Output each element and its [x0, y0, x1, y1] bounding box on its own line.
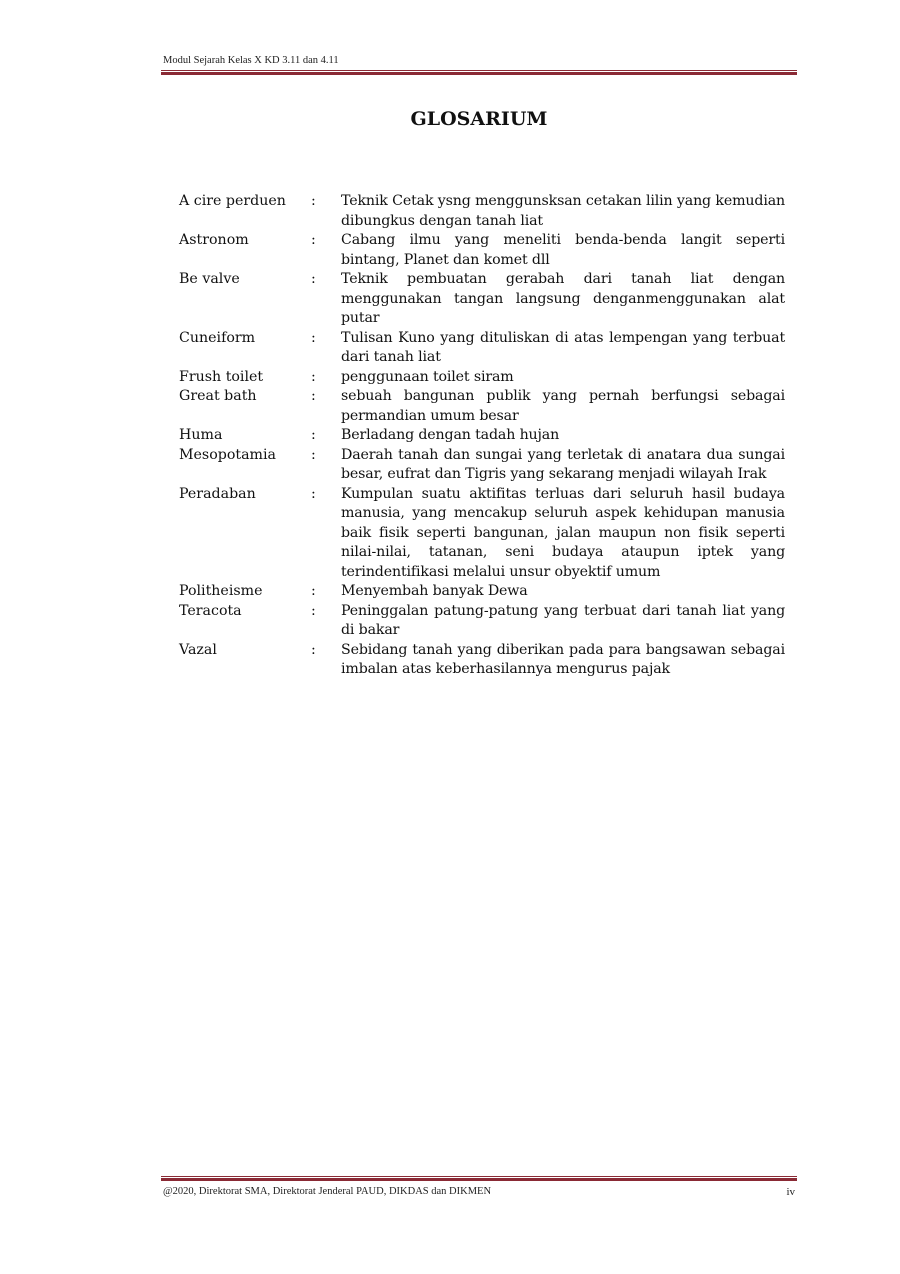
footer-rule [161, 1176, 797, 1181]
glossary-term: Be valve [179, 271, 240, 287]
glossary-term: A cire perduen [179, 193, 286, 209]
glossary-definition: Teknik pembuatan gerabah dari tanah liat dengan menggunakan tangan langsung denganmenggunakan alat putar [341, 271, 785, 326]
page-header: Modul Sejarah Kelas X KD 3.11 dan 4.11 [163, 55, 339, 66]
glossary-entry [179, 387, 785, 426]
separator: : [311, 641, 316, 658]
header-rule [161, 70, 797, 75]
glossary-term: Huma [179, 427, 223, 443]
glossary-term: Astronom [179, 232, 249, 248]
glossary-definition: Daerah tanah dan sungai yang terletak di anatara dua sungai besar, eufrat dan Tigris yang sekarang menjadi wilayah Irak [341, 446, 785, 482]
glossary-term: Cuneiform [179, 329, 256, 346]
glossary-term: Peradaban [179, 485, 256, 502]
glossary-entry [179, 368, 785, 388]
glossary-entry [179, 192, 785, 231]
glossary-entry [179, 329, 785, 368]
page-title: GLOSARIUM [410, 108, 548, 130]
glossary-entry [179, 270, 785, 329]
glossary-entry [179, 485, 785, 583]
glossary-entry [179, 602, 785, 641]
glossary-definition: Peninggalan patung-patung yang terbuat dari tanah liat yang di bakar [341, 602, 785, 638]
glossary-entry [179, 641, 785, 680]
separator: : [311, 329, 316, 346]
glossary-definition: Berladang dengan tadah hujan [341, 427, 560, 443]
glossary-list [179, 192, 785, 680]
separator: : [311, 368, 316, 385]
separator: : [311, 388, 316, 404]
separator: : [311, 485, 316, 502]
glossary-term: Great bath [179, 388, 257, 404]
glossary-term: Mesopotamia [179, 446, 276, 463]
glossary-entry [179, 426, 785, 446]
separator: : [311, 446, 316, 463]
separator: : [311, 427, 316, 443]
separator: : [311, 271, 316, 287]
separator: : [311, 232, 316, 248]
glossary-definition: sebuah bangunan publik yang pernah berfungsi sebagai permandian umum besar [341, 388, 785, 424]
page-footer: @2020, Direktorat SMA, Direktorat Jenderal PAUD, DIKDAS dan DIKMEN [163, 1186, 492, 1197]
glossary-term: Politheisme [179, 583, 263, 599]
glossary-term: Vazal [179, 641, 217, 658]
glossary-definition: Cabang ilmu yang meneliti benda-benda langit seperti bintang, Planet dan komet dll [341, 232, 785, 268]
separator: : [311, 193, 316, 209]
glossary-definition: Kumpulan suatu aktifitas terluas dari seluruh hasil budaya manusia, yang mencakup seluruh aspek kehidupan manusia baik fisik seperti bangunan, jalan maupun non fisik seperti nilai-nilai, tatanan, seni budaya ataupun iptek yang terindentifikasi melalui unsur obyektif umum [341, 485, 785, 580]
glossary-term: Teracota [179, 602, 242, 619]
glossary-definition: Tulisan Kuno yang dituliskan di atas lempengan yang terbuat dari tanah liat [341, 329, 785, 365]
glossary-definition: penggunaan toilet siram [341, 368, 514, 385]
glossary-definition: Sebidang tanah yang diberikan pada para bangsawan sebagai imbalan atas keberhasilannya mengurus pajak [341, 641, 785, 677]
glossary-definition: Teknik Cetak ysng menggunsksan cetakan lilin yang kemudian dibungkus dengan tanah liat [341, 193, 785, 229]
separator: : [311, 602, 316, 619]
page-number: iv [786, 1186, 795, 1198]
glossary-entry [179, 446, 785, 485]
glossary-term: Frush toilet [179, 368, 264, 385]
glossary-entry [179, 231, 785, 270]
glossary-definition: Menyembah banyak Dewa [341, 583, 528, 599]
separator: : [311, 583, 316, 599]
glossary-entry [179, 582, 785, 602]
